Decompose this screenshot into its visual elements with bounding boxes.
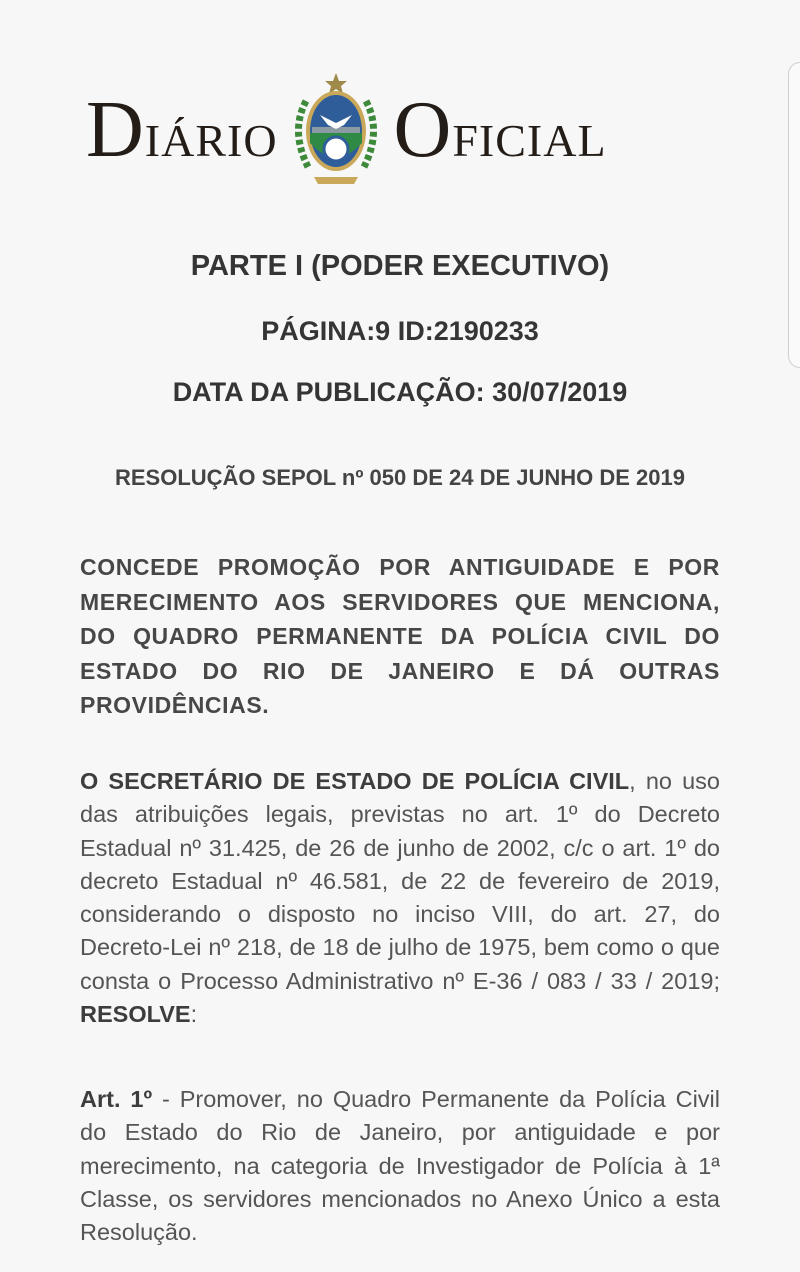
state-coat-of-arms-icon [284,71,388,189]
article-1-label: Art. 1º [80,1086,153,1112]
preamble-authority: O SECRETÁRIO DE ESTADO DE POLÍCIA CIVIL [80,768,630,794]
resolve-keyword: RESOLVE [80,1001,191,1028]
preamble-text: , no uso das atribuições legais, previstas no art. 1º do Decreto Estadual nº 31.425, de 26 de junho de 2002, c/c o art. 1º do decreto Estadual nº 46.581, de 22 de fevereiro de 2019, considerando o disposto no inciso VIII, do art. 27, do Decreto-Lei nº 218, de 18 de julho de 1975, bem como o que consta o Processo Administrativo nº E-36 / 083 / 33 / 2019; [80,768,720,994]
section-title: PARTE I (PODER EXECUTIVO) [190,250,610,282]
resolution-title: RESOLUÇÃO SEPOL nº 050 DE 24 DE JUNHO DE 2019 [114,465,686,490]
article-1-paragraph [80,1083,720,1249]
diario-oficial-logo [86,70,726,190]
preamble-end: : [190,1001,198,1028]
publication-date: DATA DA PUBLICAÇÃO: 30/07/2019 [172,377,628,407]
logo-word-right: Oficial [393,86,607,174]
page-id: PÁGINA:9 ID:2190233 [261,316,539,346]
article-1-text: - Promover, no Quadro Permanente da Polícia Civil do Estado do Rio de Janeiro, por antiguidade e por merecimento, na categoria de Investigador de Polícia à 1ª Classe, os servidores mencionados no Anexo Único a esta Resolução. [80,1086,720,1246]
resolution-summary: CONCEDE PROMOÇÃO POR ANTIGUIDADE E POR MERECIMENTO AOS SERVIDORES QUE MENCIONA, DO QUADRO PERMANENTE DA POLÍCIA CIVIL DO ESTADO DO RIO DE JANEIRO E DÁ OUTRAS PROVIDÊNCIAS. [80,554,720,718]
preamble-paragraph [80,765,720,1031]
logo-word-left: Diário [86,86,278,174]
